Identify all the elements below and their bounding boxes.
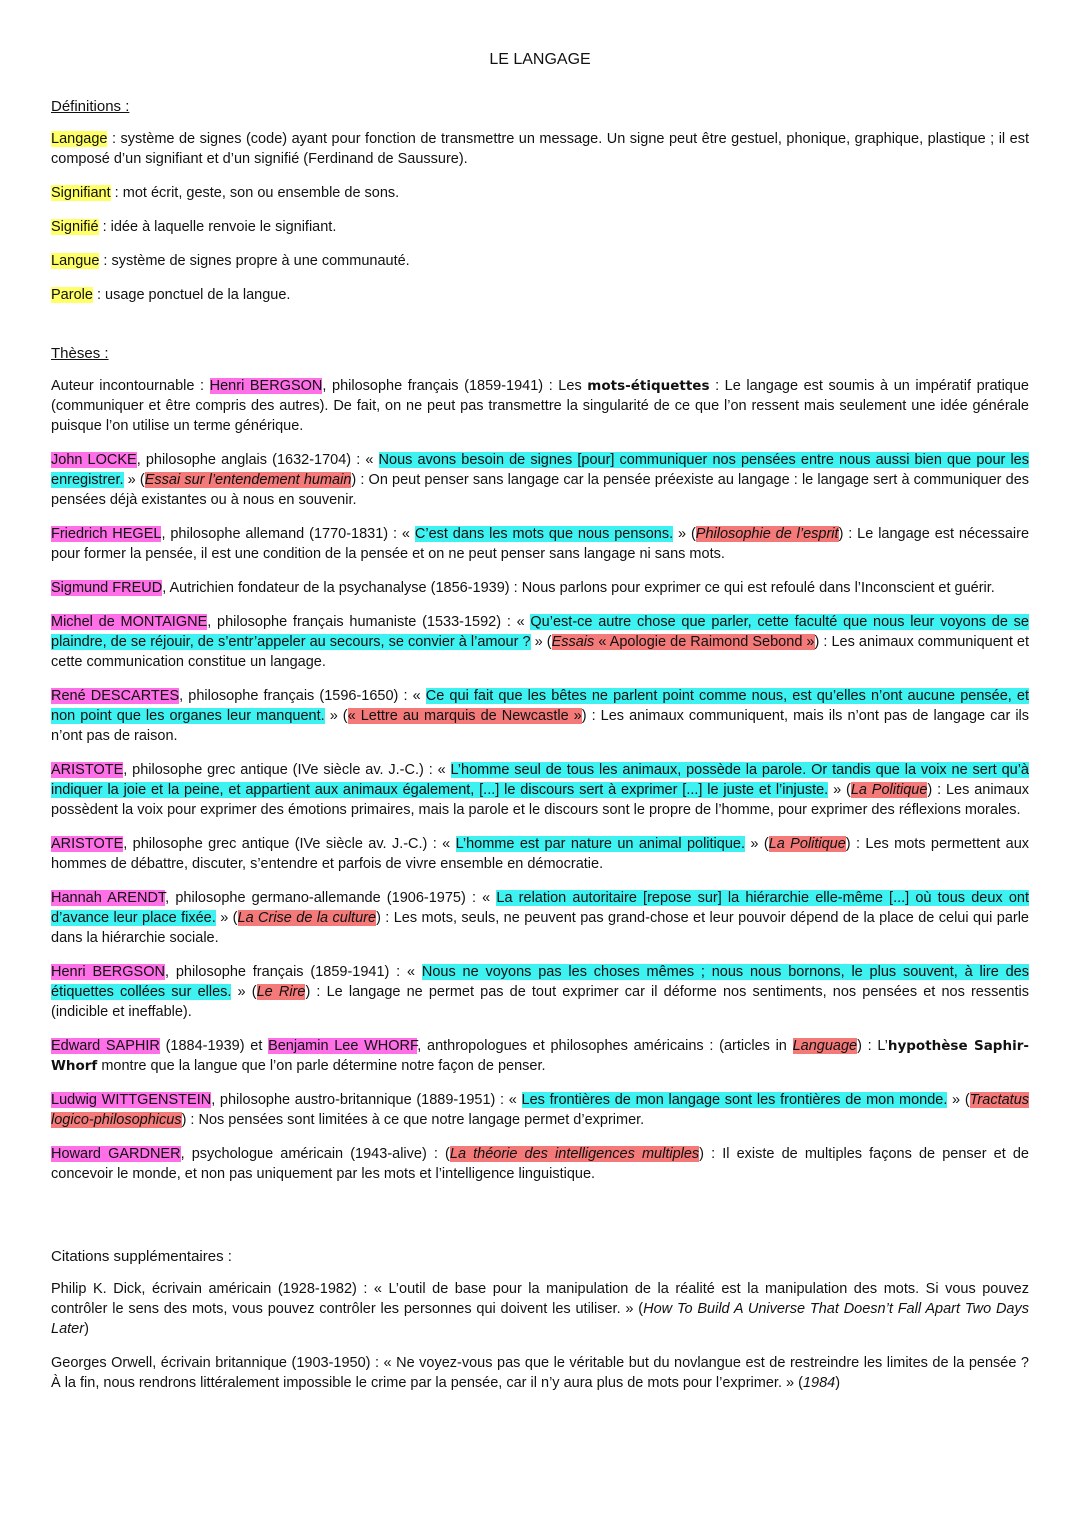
thesis-wittgenstein [51, 1090, 1029, 1130]
author-name: ARISTOTE [51, 836, 124, 852]
thesis-text: ) : Les animaux possèdent la voix pour exprimer des émotions primaires, mais la parole et le discours sont le propre de l’homme, pour exprimer des réflexions morales. [51, 782, 1030, 818]
author-name: Edward SAPHIR [51, 1038, 160, 1054]
author-desc: (1884-1939) et [159, 1038, 269, 1054]
quote-close: » ( [530, 634, 552, 650]
quote: Qu’est-ce autre chose que parler, cette faculté que nous leur voyons de se plaindre, de se réjouir, de s’entr’appeler au secours, se convier à l’amour ? [51, 614, 1029, 650]
author-name: Howard GARDNER [51, 1146, 181, 1162]
definition-text: : système de signes propre à une communauté. [99, 253, 410, 269]
author-name: Michel de MONTAIGNE [51, 614, 208, 630]
thesis-hegel [51, 524, 1029, 564]
quote: Les frontières de mon langage sont les frontières de mon monde. [521, 1092, 948, 1108]
quote: C’est dans les mots que nous pensons. [414, 526, 674, 542]
definition-term: Langue [51, 253, 100, 269]
citation-dick [51, 1279, 1029, 1339]
quote: La relation autoritaire [repose sur] la hiérarchie elle-même [...] où tous deux ont d’avance leur place fixée. [51, 890, 1029, 926]
definition-text: : système de signes (code) ayant pour fonction de transmettre un message. Un signe peut être gestuel, phonique, graphique, plastique ; il est composé d’un signifiant et d’un signifié (Ferdinand de Saussure). [51, 131, 1029, 167]
quote: Nous ne voyons pas les choses mêmes ; nous nous bornons, le plus souvent, à lire des étiquettes collées sur elles. [51, 964, 1029, 1000]
thesis-text: , Autrichien fondateur de la psychanalyse (1856-1939) : Nous parlons pour exprimer ce qui est refoulé dans l’Inconscient et guérir. [162, 580, 995, 596]
key-term: mots-étiquettes [587, 378, 710, 394]
document-page [51, 50, 1029, 1407]
author-name: Henri BERGSON [51, 964, 165, 980]
work-title: Language [792, 1038, 858, 1054]
thesis-montaigne [51, 612, 1029, 672]
work-title: Philosophie de l’esprit [695, 526, 839, 542]
citations-heading: Citations supplémentaires : [51, 1248, 232, 1265]
author-name: ARISTOTE [51, 762, 124, 778]
thesis-freud [51, 578, 1029, 598]
quote-close: » ( [123, 472, 145, 488]
definition-term: Langage [51, 131, 108, 147]
author-desc: , anthropologues et philosophes américains : (articles in [417, 1038, 793, 1054]
thesis-bergson-1 [51, 376, 1029, 436]
definition-item [51, 217, 1029, 237]
quote-close: » ( [673, 526, 696, 542]
quote-close: » ( [215, 910, 238, 926]
definition-text: : usage ponctuel de la langue. [92, 287, 291, 303]
quote-close: » ( [828, 782, 851, 798]
author-desc: , philosophe français humaniste (1533-1592) : « [207, 614, 531, 630]
quote: L’homme est par nature un animal politique. [455, 836, 745, 852]
definition-item [51, 183, 1029, 203]
quote: Ce qui fait que les bêtes ne parlent point comme nous, est qu’elles n’ont aucune pensée, et non point que les organes leur manquent. [51, 688, 1029, 724]
work-title: Essai sur l’entendement humain [144, 472, 352, 488]
work-title: Tractatus logico-philosophicus [51, 1092, 1030, 1128]
quote-close: » ( [745, 836, 769, 852]
thesis-descartes [51, 686, 1029, 746]
thesis-text: ) : Les animaux communiquent et cette communication constitue un langage. [51, 634, 1029, 670]
thesis-text: Auteur incontournable : [51, 378, 210, 394]
author-desc: , philosophe français (1596-1650) : « [179, 688, 426, 704]
work-title: 1984 [802, 1375, 836, 1391]
definition-item [51, 129, 1029, 169]
thesis-locke [51, 450, 1029, 510]
quote-close: » ( [324, 708, 348, 724]
thesis-text: ) : Les mots, seuls, ne peuvent pas grand-chose et leur pouvoir dépend de la place de celui qui parle dans la hiérarchie sociale. [51, 910, 1030, 946]
work-title: La Politique [768, 836, 846, 852]
author-name: Sigmund FREUD [51, 580, 163, 596]
definition-term: Signifiant [51, 185, 111, 201]
author-desc: , philosophe français (1859-1941) : « [164, 964, 422, 980]
quote: L’homme seul de tous les animaux, possède la parole. Or tandis que la voix ne sert qu’à indiquer la joie et la peine, et appartient aux animaux également, [...] le discours sert à exprimer [...] le juste et l’injuste. [51, 762, 1029, 798]
definition-item [51, 285, 1029, 305]
work-title: La théorie des intelligences multiples [449, 1146, 700, 1162]
citation-end: ) [835, 1375, 841, 1391]
key-term: hypothèse Saphir-Whorf [51, 1038, 1029, 1074]
thesis-text: ) : Le langage ne permet pas de tout exprimer car il déforme nos sentiments, nos pensées et nos ressentis (indicible et ineffable). [51, 984, 1029, 1020]
work-title: How To Build A Universe That Doesn’t Fall Apart Two Days Later [51, 1301, 1029, 1337]
author-desc: , philosophe grec antique (IVe siècle av. J.-C.) : « [123, 762, 451, 778]
work-title-main: Essais [551, 634, 595, 650]
thesis-text: ) : On peut penser sans langage car la pensée préexiste au langage : le langage sert à communiquer des pensées déjà existantes ou à nous en souvenir. [51, 472, 1030, 508]
thesis-text: : Le langage est soumis à un impératif pratique (communiquer et être compris des autres). De fait, on ne peut pas transmettre la singularité de ce que l’on ressent mais seulement une idée générale puisque l’on utilise un terme générique. [51, 378, 1029, 434]
author-desc: , philosophe austro-britannique (1889-1951) : « [211, 1092, 522, 1108]
thesis-arendt [51, 888, 1029, 948]
quote-close: » ( [231, 984, 257, 1000]
author-name: Henri BERGSON [209, 378, 323, 394]
theses-heading: Thèses : [51, 345, 109, 362]
thesis-aristote-2 [51, 834, 1029, 874]
thesis-aristote-1 [51, 760, 1029, 820]
definition-term: Signifié [51, 219, 99, 235]
citation-orwell [51, 1353, 1029, 1393]
quote-close: » ( [947, 1092, 970, 1108]
thesis-text: ) : Il existe de multiples façons de penser et de concevoir le monde, et non pas uniquement par les mots et l’intelligence linguistique. [51, 1146, 1029, 1182]
author-name: Hannah ARENDT [51, 890, 166, 906]
work-title: La Politique [850, 782, 928, 798]
author-name: René DESCARTES [51, 688, 180, 704]
citation-text: Philip K. Dick, écrivain américain (1928-1982) : « L’outil de base pour la manipulation de la réalité est la manipulation des mots. Si vous pouvez contrôler le sens des mots, vous pouvez contrôler les personnes qui doivent les utiliser. » ( [51, 1281, 1029, 1317]
thesis-bergson-2 [51, 962, 1029, 1022]
definitions-heading: Définitions : [51, 98, 130, 115]
thesis-text: ) : Les mots permettent aux hommes de débattre, discuter, s’entendre et parfois de vivre ensemble en démocratie. [51, 836, 1030, 872]
author-desc: , philosophe allemand (1770-1831) : « [161, 526, 415, 542]
author-name: Friedrich HEGEL [51, 526, 162, 542]
work-title: « Lettre au marquis de Newcastle » [347, 708, 582, 724]
citation-end: ) [84, 1321, 89, 1337]
thesis-saphir-whorf [51, 1036, 1029, 1076]
author-desc: , psychologue américain (1943-alive) : ( [180, 1146, 450, 1162]
work-title: La Crise de la culture [237, 910, 377, 926]
definition-text: : idée à laquelle renvoie le signifiant. [98, 219, 337, 235]
definition-text: : mot écrit, geste, son ou ensemble de sons. [110, 185, 400, 201]
citation-text: Georges Orwell, écrivain britannique (1903-1950) : « Ne voyez-vous pas que le véritable but du novlangue est de restreindre les limites de la pensée ? À la fin, nous rendrons littéralement impossible le crime par la pensée, car il n’y aura plus de mots pour l’exprimer. » ( [51, 1355, 1029, 1391]
thesis-text: ) : Nos pensées sont limitées à ce que notre langage permet d’exprimer. [181, 1112, 645, 1128]
thesis-text: ) : Le langage est nécessaire pour former la pensée, il est une condition de la pensée et on ne peut penser sans langage ni sans mots. [51, 526, 1030, 562]
author-desc: , philosophe grec antique (IVe siècle av. J.-C.) : « [123, 836, 456, 852]
thesis-text: montre que la langue que l’on parle détermine notre façon de penser. [97, 1058, 546, 1074]
definition-term: Parole [51, 287, 93, 303]
author-name: John LOCKE [51, 452, 137, 468]
author-desc: , philosophe germano-allemande (1906-1975) : « [165, 890, 497, 906]
thesis-gardner [51, 1144, 1029, 1184]
author-name: Benjamin Lee WHORF [268, 1038, 418, 1054]
work-title [552, 634, 815, 650]
quote: Nous avons besoin de signes [pour] communiquer nos pensées entre nous aussi bien que pour les enregistrer. [51, 452, 1029, 488]
thesis-text: ) : L’ [857, 1038, 888, 1054]
author-desc: , philosophe anglais (1632-1704) : « [136, 452, 379, 468]
definition-item [51, 251, 1029, 271]
work-title-part: « Apologie de Raimond Sebond » [594, 634, 815, 650]
thesis-text: ) : Les animaux communiquent, mais ils n’ont pas de langage car ils n’ont pas de raison. [51, 708, 1030, 744]
author-desc: , philosophe français (1859-1941) : Les [322, 378, 588, 394]
author-name: Ludwig WITTGENSTEIN [51, 1092, 212, 1108]
work-title: Le Rire [256, 984, 306, 1000]
page-title: LE LANGAGE [489, 51, 591, 68]
